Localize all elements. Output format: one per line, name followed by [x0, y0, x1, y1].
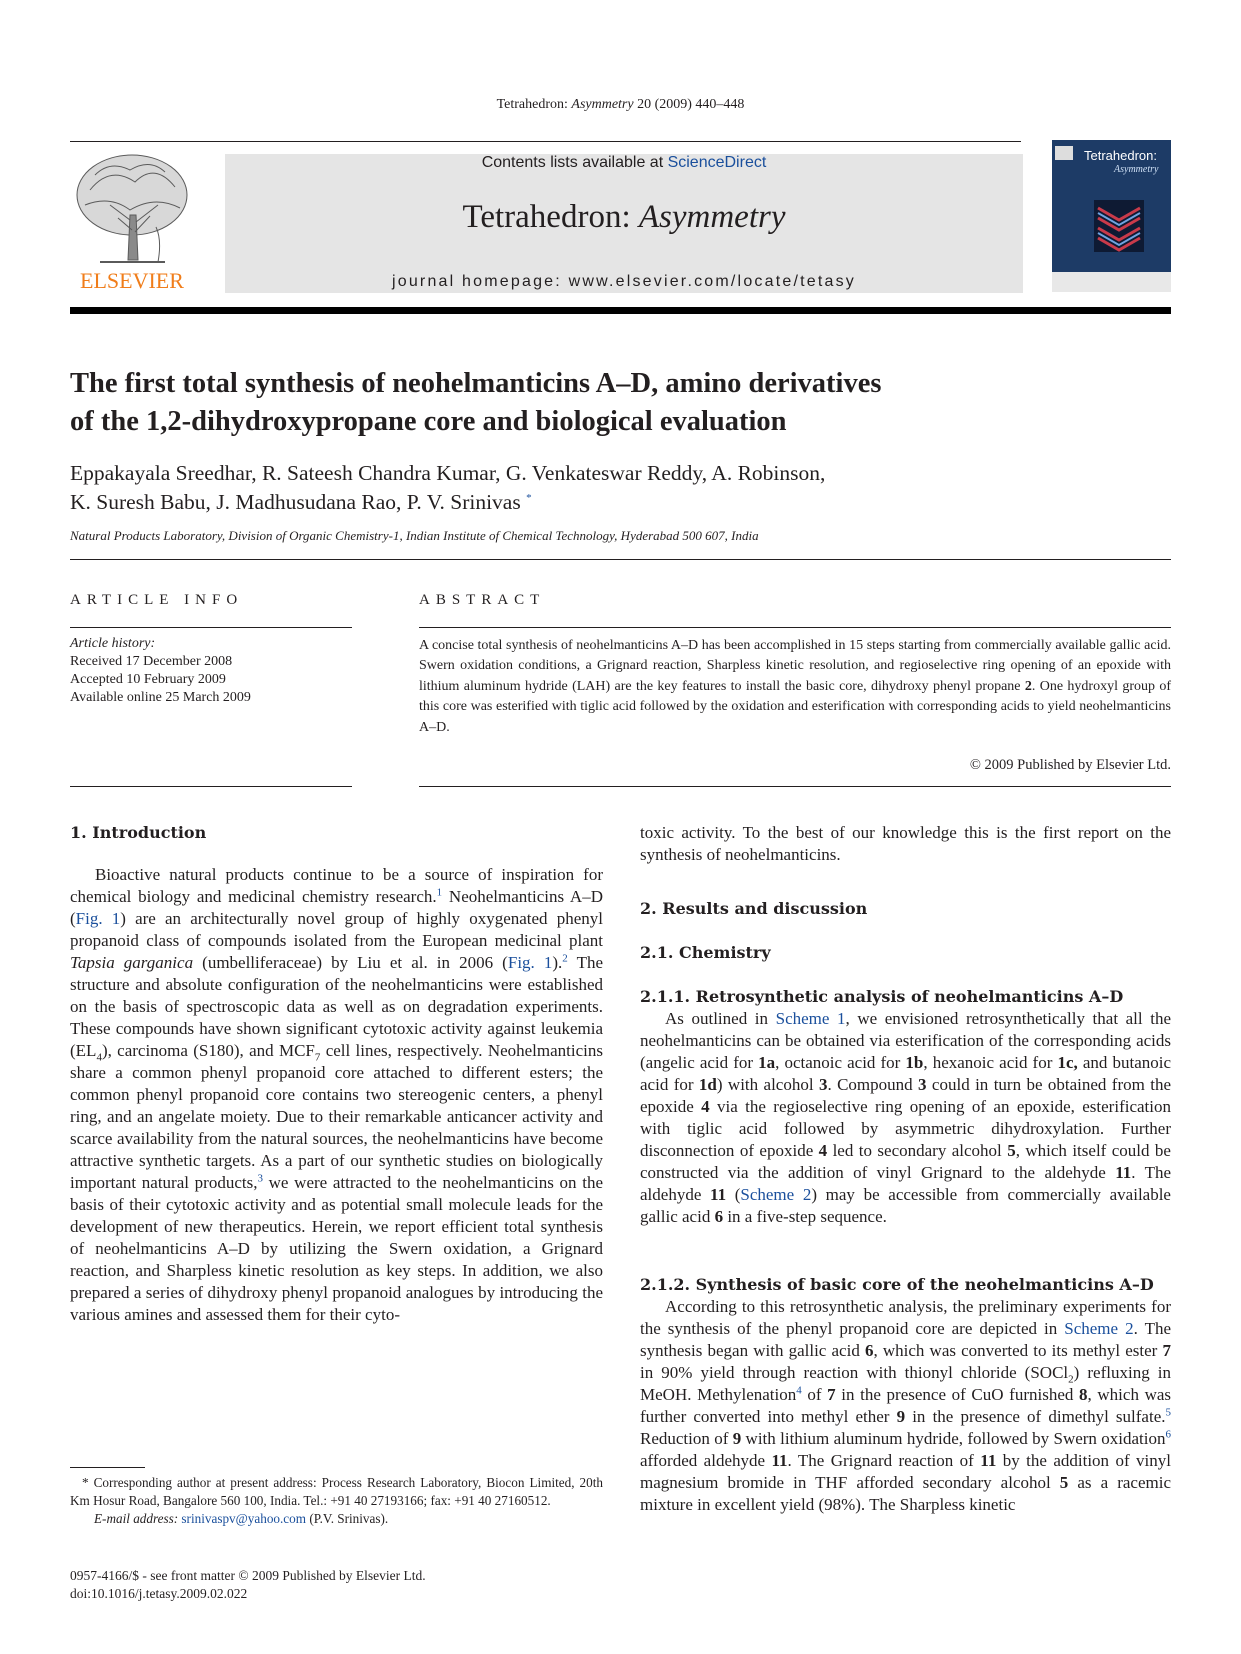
cover-footer [1052, 272, 1171, 292]
fig1-link[interactable]: Fig. 1 [507, 953, 553, 972]
scheme2-link[interactable]: Scheme 2 [740, 1185, 812, 1204]
footnote-rule [70, 1467, 145, 1468]
journal-citation: Tetrahedron: Asymmetry 20 (2009) 440–448 [496, 97, 745, 112]
svg-text:ELSEVIER: ELSEVIER [80, 268, 184, 293]
fig1-link[interactable]: Fig. 1 [75, 909, 121, 928]
header-rule [70, 141, 1021, 142]
abstract-bottom-rule [419, 786, 1171, 787]
article-info-bottom-rule [70, 786, 352, 787]
article-info-heading: ARTICLE INFO [70, 592, 244, 608]
cover-logo-icon [1055, 146, 1073, 160]
abstract-copyright: © 2009 Published by Elsevier Ltd. [969, 757, 1171, 773]
section-heading-results: 2. Results and discussion [640, 899, 868, 918]
journal-cover-image [1052, 140, 1171, 292]
article-title: The first total synthesis of neohelmanticins A–D, amino derivatives of the 1,2-dihydroxypropane core and biological evaluation [70, 368, 882, 437]
ref-1[interactable]: 1 [436, 886, 443, 899]
ref-5[interactable]: 5 [1165, 1406, 1171, 1419]
journal-banner [225, 154, 1023, 293]
journal-homepage[interactable]: journal homepage: www.elsevier.com/locate/tetasy [391, 273, 856, 290]
cover-graphic-icon [1094, 200, 1144, 252]
scheme2-link[interactable]: Scheme 2 [1064, 1319, 1134, 1338]
sciencedirect-link[interactable]: ScienceDirect [667, 154, 767, 171]
ref-4[interactable]: 4 [796, 1384, 802, 1397]
scheme1-link[interactable]: Scheme 1 [775, 1009, 846, 1028]
header-thick-rule [70, 307, 1171, 314]
received-date: Received 17 December 2008 [70, 654, 233, 669]
online-date: Available online 25 March 2009 [70, 690, 251, 705]
ref-3[interactable]: 3 [257, 1172, 263, 1185]
subsection-heading-chemistry: 2.1. Chemistry [640, 943, 771, 962]
cover-subtitle: Asymmetry [1114, 164, 1159, 175]
elsevier-tree-icon [70, 150, 195, 295]
affiliation: Natural Products Laboratory, Division of Organic Chemistry-1, Indian Institute of Chemical Technology, Hyderabad 500 607, India [70, 528, 759, 543]
doi-line[interactable]: doi:10.1016/j.tetasy.2009.02.022 [70, 1586, 248, 1601]
article-info-rule [70, 627, 352, 628]
journal-title: Tetrahedron: Asymmetry [462, 199, 786, 235]
abstract-text: A concise total synthesis of neohelmanticins A–D has been accomplished in 15 steps starting from commercially available gallic acid. Swern oxidation conditions, a Grignard reaction, Sharpless kinetic resolution, and regioselective ring opening of an epoxide with lithium aluminum hydride (LAH) are the key features to install the basic core, dihydroxy phenyl propane 2. One hydroxyl group of this core was esterified with tiglic acid followed by the oxidation and esterification with corresponding acids to yield neohelmanticins A–D. [419, 638, 1171, 735]
basic-core-paragraph: According to this retrosynthetic analysis, the preliminary experiments for the synthesis of the phenyl propanoid core are depicted in Scheme 2. The synthesis began with gallic acid 6, which was converted to its methyl ester 7 in 90% yield through reaction with thionyl chloride (SOCl$_2$) refluxing in MeOH. Methylenation$^4$ of 7 in the presence of CuO furnished 8, which was further converted into methyl ether 9 in the presence of dimethyl sulfate.$^5$ Reduction of 9 with lithium aluminum hydride, followed by Swern oxidation$^6$ afforded aldehyde 11. The Grignard reaction of 11 by the addition of vinyl magnesium bromide in THF afforded secondary alcohol 5 as a racemic mixture in excellent yield (98%). The Sharpless kinetic [640, 1297, 1172, 1514]
retrosynthetic-paragraph: As outlined in Scheme 1, we envisioned retrosynthetically that all the neohelmanticins can be obtained via esterification of the corresponding acids (angelic acid for 1a, octanoic acid for 1b, hexanoic acid for 1c, and butanoic acid for 1d) with alcohol 3. Compound 3 could in turn be obtained from the epoxide 4 via the regioselective ring opening of an epoxide, esterification with tiglic acid followed by asymmetric dihydroxylation. Further disconnection of epoxide 4 led to secondary alcohol 5, which itself could be constructed via the addition of vinyl Grignard to the aldehyde 11. The aldehyde 11 (Scheme 2) may be accessible from commercially available gallic acid 6 in a five-step sequence. [640, 1009, 1172, 1226]
subsection-heading-basic-core: 2.1.2. Synthesis of basic core of the neohelmanticins A–D [640, 1275, 1154, 1294]
introduction-paragraph: Bioactive natural products continue to be a source of inspiration for chemical biology and medicinal chemistry research.$^1$ Neohelmanticins A–D (Fig. 1) are an architecturally novel group of highly oxygenated phenyl propanoid class of compounds isolated from the European medicinal plant Tapsia garganica (umbelliferaceae) by Liu et al. in 2006 (Fig. 1).$^2$ The structure and absolute configuration of the neohelmanticins were established on the basis of spectroscopic data as well as on degradation experiments. These compounds have shown significant cytotoxic activity against leukemia $(EL_4)$, carcinoma (S180), and $MCF_7$ cell lines, respectively. Neohelmanticins share a common phenyl propanoid core attached to different esters; the common phenyl propanoid core contains two stereogenic centers, a phenyl ring, and an angelate moiety. Due to their remarkable anticancer activity and scarce availability from the natural sources, the neohelmanticins have become attractive synthetic targets. As a part of our synthetic studies on biologically important natural products,$^3$ we were attracted to the neohelmanticins on the basis of their cytotoxic activity and as potential small molecule leads for the development of new therapeutics. Herein, we report efficient total synthesis of neohelmanticins A–D by utilizing the Swern oxidation, a Grignard reaction, and Sharpless kinetic resolution as key steps. In addition, we also prepared a series of dihydroxy phenyl propanoid analogues by introducing the various amines and assessed them for their cyto- [70, 865, 604, 1324]
ref-6[interactable]: 6 [1165, 1428, 1171, 1441]
abstract-rule [419, 627, 1171, 628]
contents-available: Contents lists available at ScienceDirect [481, 154, 767, 171]
title-rule [70, 559, 1171, 560]
corresponding-author-footnote: * Corresponding author at present address: Process Research Laboratory, Biocon Limited, 20th Km Hosur Road, Bangalore 560 100, India. Tel.: +91 40 27193166; fax: +91 40 27160512. E-mail address: srinivaspv@yahoo.com (P.V. Srinivas). [70, 1475, 603, 1526]
corresponding-author-mark[interactable]: * [526, 491, 532, 504]
abstract-heading: ABSTRACT [419, 592, 546, 608]
accepted-date: Accepted 10 February 2009 [70, 672, 226, 687]
article-history [70, 635, 352, 707]
history-label: Article history: [70, 636, 156, 651]
email-link[interactable]: srinivaspv@yahoo.com [181, 1511, 307, 1526]
intro-continuation: toxic activity. To the best of our knowledge this is the first report on the synthesis of neohelmanticins. [640, 823, 1171, 864]
front-matter [70, 1567, 603, 1603]
issn-line: 0957-4166/$ - see front matter © 2009 Published by Elsevier Ltd. [70, 1568, 426, 1583]
subsection-heading-retrosynthetic: 2.1.1. Retrosynthetic analysis of neohelmanticins A–D [640, 987, 1124, 1006]
ref-2[interactable]: 2 [562, 952, 568, 965]
section-heading-introduction: 1. Introduction [70, 823, 207, 842]
author-list: Eppakayala Sreedhar, R. Sateesh Chandra Kumar, G. Venkateswar Reddy, A. Robinson, K. Suresh Babu, J. Madhusudana Rao, P. V. Srinivas * [70, 461, 826, 514]
cover-title: Tetrahedron: [1084, 148, 1157, 163]
elsevier-logo [70, 150, 195, 295]
